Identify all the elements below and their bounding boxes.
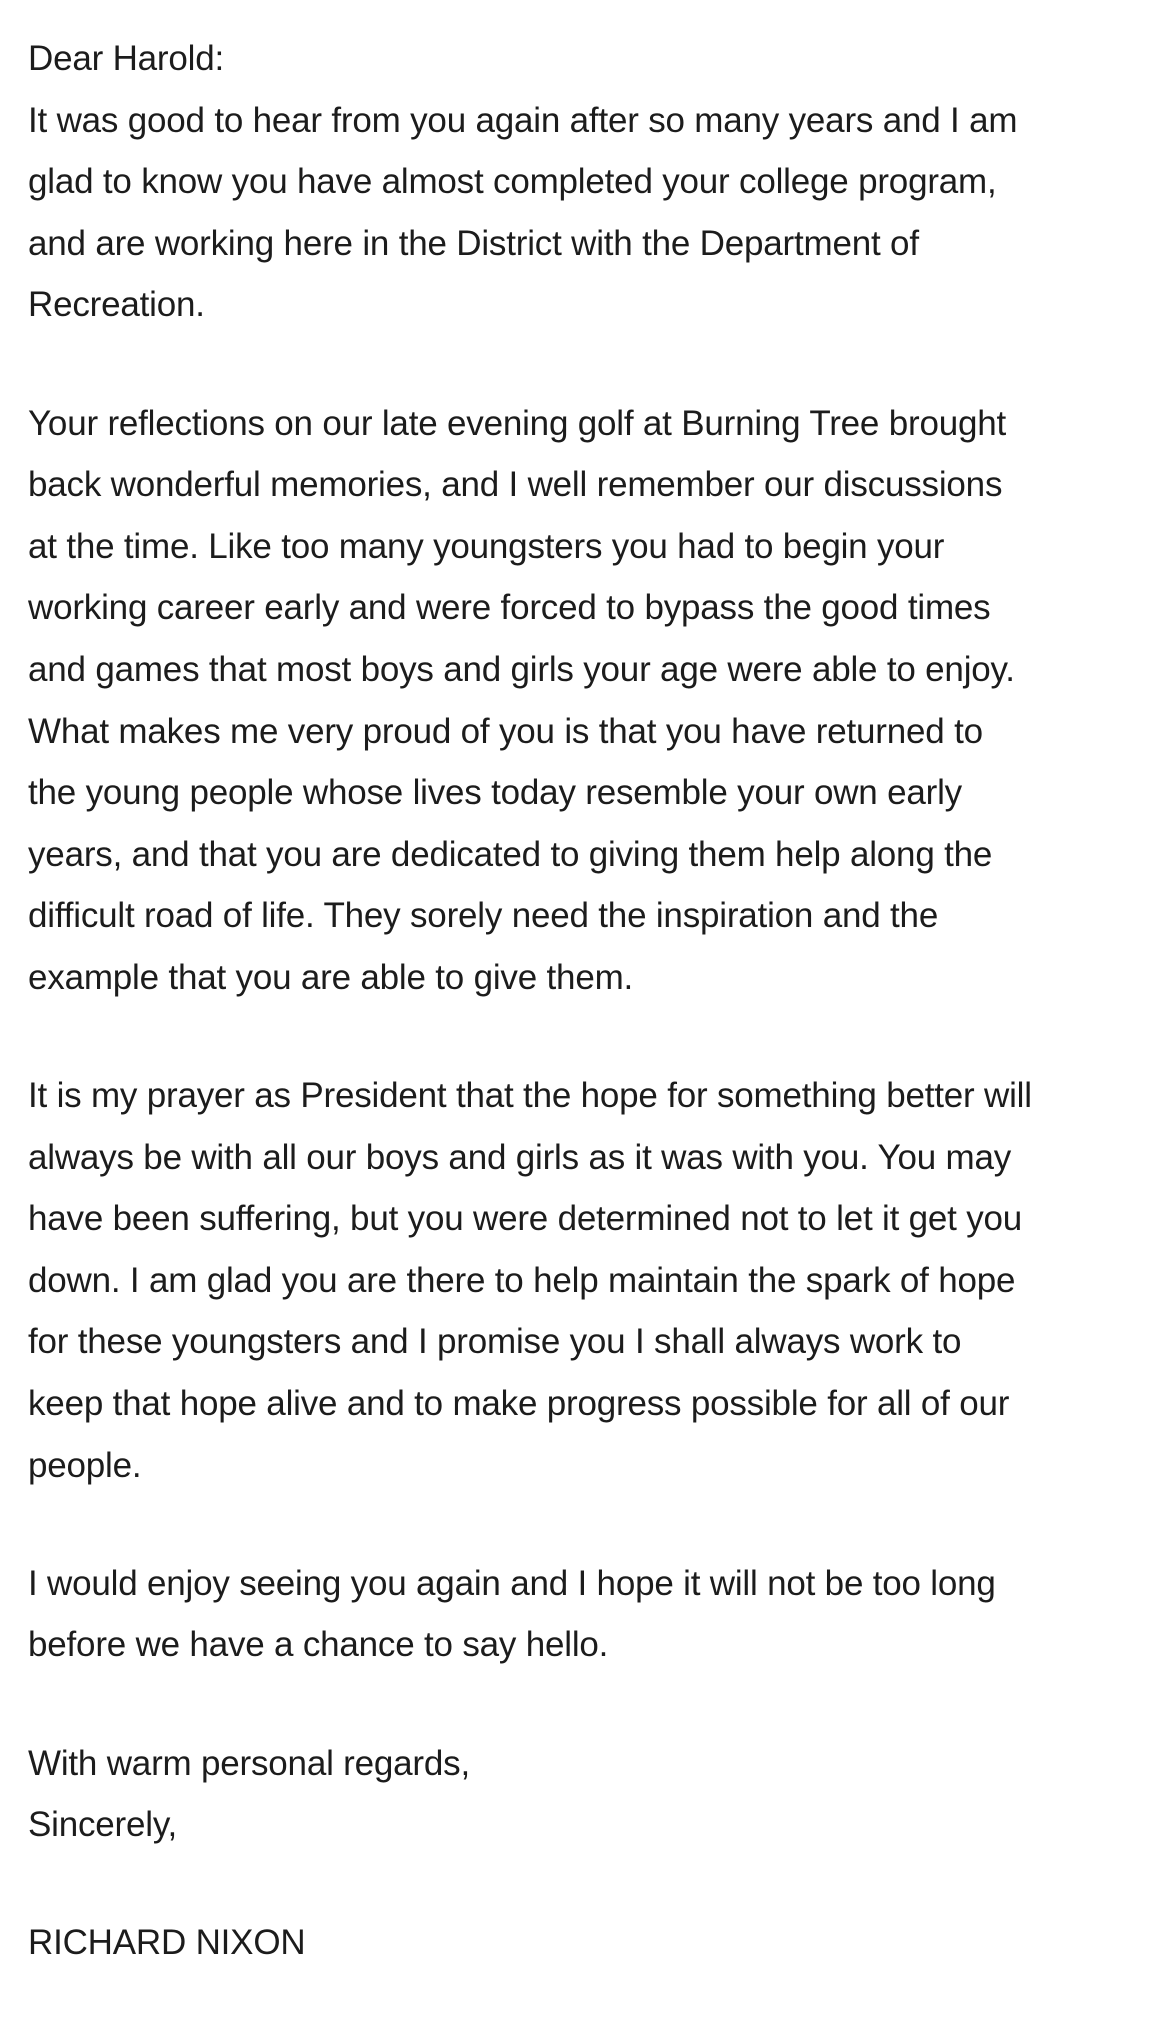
paragraph-gap — [28, 1856, 1128, 1913]
paragraph-line: down. I am glad you are there to help maintain the spark of hope — [28, 1260, 1016, 1300]
closing — [28, 1733, 1128, 1856]
letter-body — [28, 28, 1128, 1974]
paragraph-3 — [28, 1065, 1128, 1496]
salutation: Dear Harold: — [28, 39, 225, 78]
paragraph-line: have been suffering, but you were determined not to let it get you — [28, 1199, 1023, 1239]
signature — [28, 1912, 1128, 1974]
paragraph-line: and games that most boys and girls your age were able to enjoy. — [28, 649, 1015, 689]
paragraph-line: always be with all our boys and girls as it was with you. You may — [28, 1137, 1012, 1177]
paragraph-gap — [28, 1009, 1128, 1066]
paragraph-line: example that you are able to give them. — [28, 957, 634, 997]
paragraph-line: What makes me very proud of you is that you have returned to — [28, 711, 983, 751]
paragraph-line: difficult road of life. They sorely need the inspiration and the — [28, 896, 939, 936]
paragraph-line: working career early and were forced to bypass the good times — [28, 588, 991, 628]
paragraph-line: I would enjoy seeing you again and I hope it will not be too long — [28, 1563, 996, 1603]
paragraph-2 — [28, 393, 1128, 1009]
paragraph-line: Recreation. — [28, 285, 205, 325]
paragraph-gap — [28, 336, 1128, 393]
paragraph-line: It was good to hear from you again after so many years and I am — [28, 100, 1018, 140]
paragraph-line: and are working here in the District with the Department of — [28, 223, 919, 263]
signature-name: RICHARD NIXON — [28, 1923, 306, 1963]
paragraph-gap — [28, 1676, 1128, 1733]
paragraph-line: before we have a chance to say hello. — [28, 1625, 609, 1665]
paragraph-line: years, and that you are dedicated to giving them help along the — [28, 834, 993, 874]
paragraph-line: glad to know you have almost completed your college program, — [28, 162, 997, 202]
paragraph-line: for these youngsters and I promise you I shall always work to — [28, 1322, 962, 1362]
paragraph-1 — [28, 90, 1128, 336]
closing-regards: With warm personal regards, — [28, 1743, 470, 1783]
paragraph-4 — [28, 1553, 1128, 1676]
paragraph-line: Your reflections on our late evening golf at Burning Tree brought — [28, 403, 1007, 443]
paragraph-line: at the time. Like too many youngsters you had to begin your — [28, 526, 945, 566]
paragraph-line: the young people whose lives today resemble your own early — [28, 773, 962, 813]
paragraph-line: It is my prayer as President that the hope for something better will — [28, 1076, 1032, 1116]
paragraph-line: keep that hope alive and to make progress possible for all of our — [28, 1384, 1010, 1424]
paragraph-gap — [28, 1496, 1128, 1553]
paragraph-line: people. — [28, 1445, 142, 1485]
paragraph-line: back wonderful memories, and I well remember our discussions — [28, 465, 1003, 505]
closing-sign-off: Sincerely, — [28, 1805, 178, 1845]
